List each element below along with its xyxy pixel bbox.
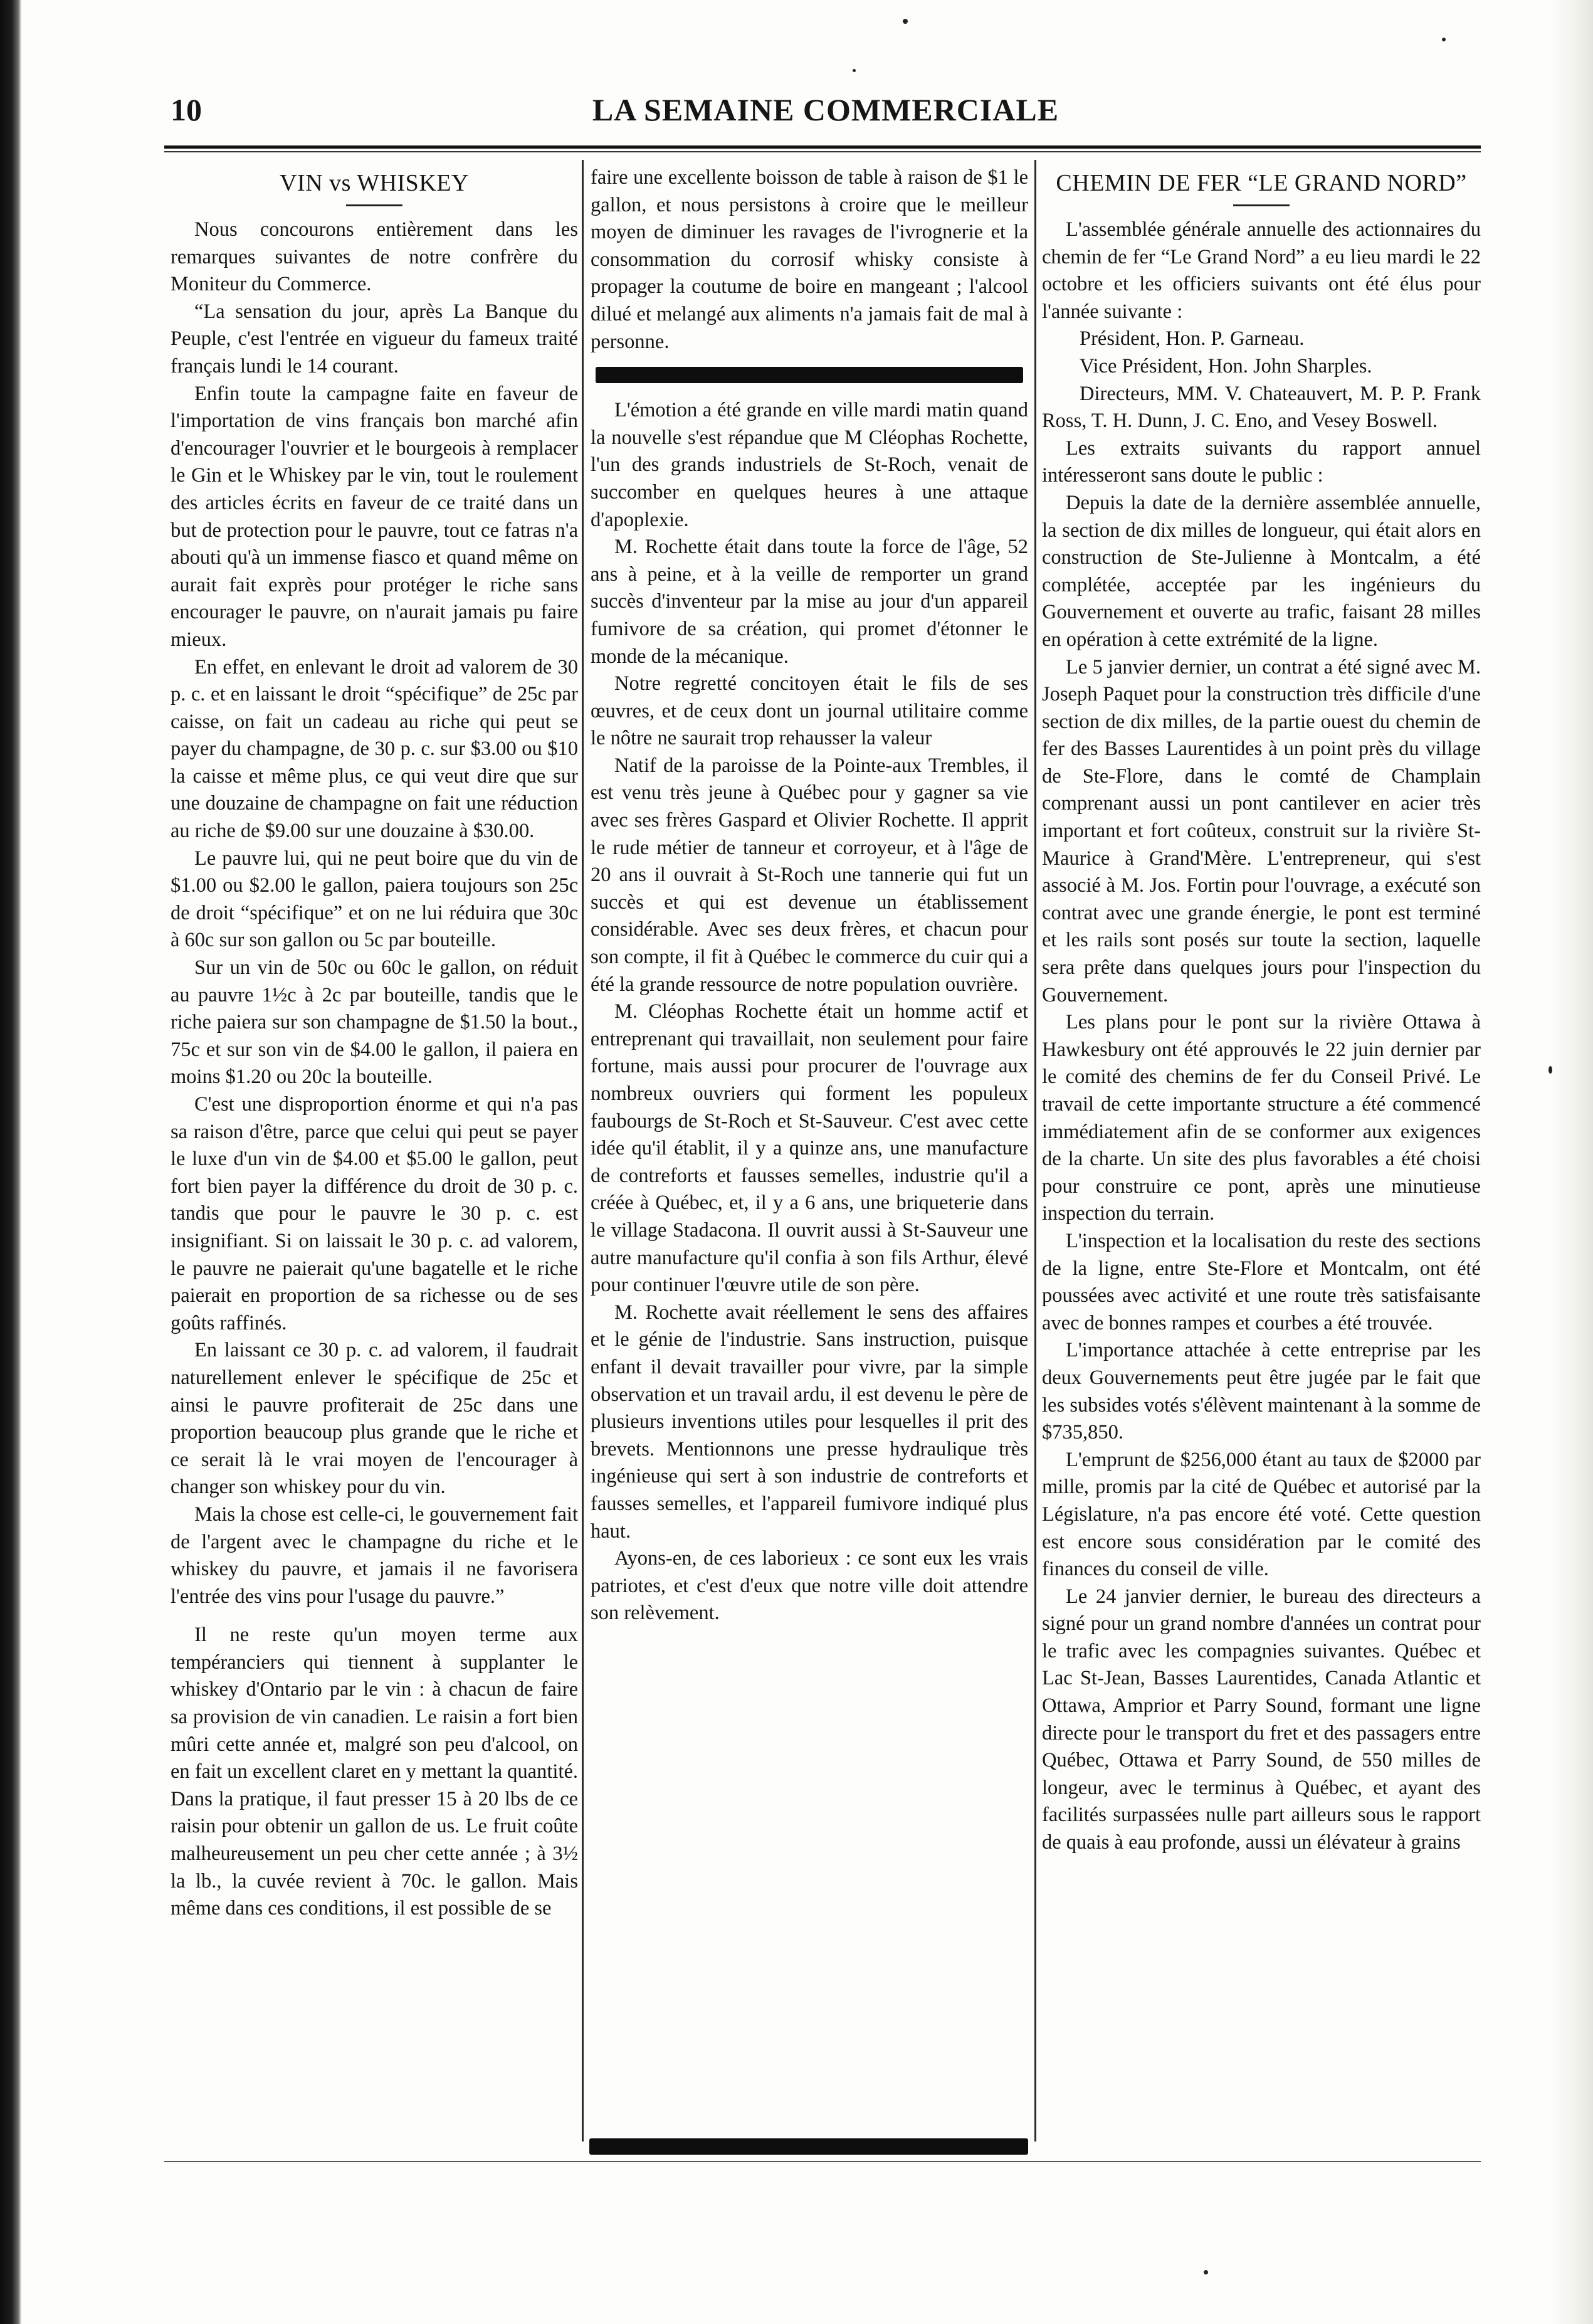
section-separator-bar xyxy=(589,2138,1028,2155)
scan-speck xyxy=(853,69,856,72)
paragraph: M. Cléophas Rochette était un homme actif et entreprenant qui travaillait, non seulement pour faire fortune, mais aussi pour procurer de l'ouvrage aux nombreux ouvriers qui forment les populeux faubourgs de St-Roch et St-Sauveur. C'est avec cette idée qu'il établit, il y a quinze ans, une manufacture de contreforts et fausses semelles, industrie qu'il a créée à Québec, et, il y a 6 ans, une briqueterie dans le village Stadacona. Il ouvrit aussi à St-Sauveur une autre manufacture qu'il confia à son fils Arthur, élevé pour continuer l'œuvre utile de son père. xyxy=(591,1000,1028,1297)
paragraph: M. Rochette avait réellement le sens des affaires et le génie de l'industrie. Sans instruction, puisque enfant il devait travailler pour vivre, par la simple observation et un travail ardu, il est devenu le père de plusieurs inventions utiles pour lesquelles il prit des brevets. Mentionnons une presse hydraulique très ingénieuse qui sert à son industrie de contreforts et fausses semelles, et l'appareil fumivore indiqué plus haut. xyxy=(591,1301,1028,1543)
officer-line: Vice Président, Hon. John Sharples. xyxy=(1080,354,1372,378)
paragraph: Nous concourons entièrement dans les remarques suivantes de notre confrère du Moniteur du Commerce. xyxy=(171,218,578,296)
article-heading: VIN vs WHISKEY xyxy=(280,170,469,196)
masthead-title: LA SEMAINE COMMERCIALE xyxy=(592,92,1059,127)
paragraph-continued: faire une excellente boisson de table à raison de $1 le gallon, et nous persistons à croire que le meilleur moyen de diminuer les ravages de l'ivrognerie et la consommation du corrosif whisky consiste à propager la coutume de boire en mangeant ; l'alcool dilué et melangé aux aliments n'a jamais fait de mal à personne. xyxy=(591,166,1028,353)
paragraph: Le pauvre lui, qui ne peut boire que du vin de $1.00 ou $2.00 le gallon, paiera toujours son 25c de droit “spécifique” et on ne lui réduira que 30c à 60c sur son gallon ou 5c par bouteille. xyxy=(171,847,578,952)
paragraph: Le 5 janvier dernier, un contrat a été signé avec M. Joseph Paquet pour la construction très difficile d'une section de dix milles, de la partie ouest du chemin de fer des Basses Laurentides à un point près du village de Ste-Flore, dans le comté de Champlain comprenant aussi un pont cantilever en acier très important et fort coûteux, construit sur la rivière St-Maurice à Grand'Mère. L'entrepreneur, qui s'est associé à M. Jos. Fortin pour l'ouvrage, a exécuté son contrat avec une grande énergie, le pont est terminé et les rails sont posés sur toute la section, laquelle sera prête dans quelques jours pour l'inspection du Gouvernement. xyxy=(1042,655,1481,1006)
officer-line: Président, Hon. P. Garneau. xyxy=(1080,327,1305,351)
paragraph: L'émotion a été grande en ville mardi matin quand la nouvelle s'est répandue que M Cléophas Rochette, l'un des grands industriels de St-Roch, venait de succomber en quelques heures à une attaque d'apoplexie. xyxy=(591,399,1028,531)
scan-speck xyxy=(1204,2270,1208,2274)
article-heading: CHEMIN DE FER “LE GRAND NORD” xyxy=(1056,170,1467,196)
scan-speck xyxy=(903,19,908,24)
paragraph: En effet, en enlevant le droit ad valorem de 30 p. c. et en laissant le droit “spécifique” de 25c par caisse, on fait un cadeau au riche qui peut se payer du champagne, de 30 p. c. sur $3.00 ou $10 la caisse et même plus, ce qui veut dire que sur une douzaine de champagne on fait une réduction au riche de $9.00 sur une douzaine à $30.00. xyxy=(171,655,578,843)
paragraph: M. Rochette était dans toute la force de l'âge, 52 ans à peine, et à la veille de remporter un grand succès d'inventeur par la mise au jour d'un appareil fumivore de sa création, qui promet d'étonner le monde de la mécanique. xyxy=(591,536,1028,668)
section-separator-bar xyxy=(596,367,1023,383)
column-divider xyxy=(582,160,584,2142)
officer-line: Directeurs, MM. V. Chateauvert, M. P. P. Frank Ross, T. H. Dunn, J. C. Eno, and Vesey Boswell. xyxy=(1042,382,1481,433)
officers-list xyxy=(1042,325,1481,435)
article-chemin-de-fer xyxy=(1042,164,1481,2133)
paragraph: Les extraits suivants du rapport annuel intéresseront sans doute le public : xyxy=(1042,436,1481,487)
paragraph: Notre regretté concitoyen était le fils de ses œuvres, et de ceux dont un journal utilitaire comme le nôtre ne saurait trop rehausser la valeur xyxy=(591,672,1028,750)
paragraph: Sur un vin de 50c ou 60c le gallon, on réduit au pauvre 1½c à 2c par bouteille, tandis que le riche paiera sur son champagne de $1.50 la bout., 75c et sur son vin de $4.00 le gallon, il paiera en moins $1.20 ou 20c la bouteille. xyxy=(171,956,578,1089)
column-divider xyxy=(1034,160,1036,2142)
paragraph: L'assemblée générale annuelle des actionnaires du chemin de fer “Le Grand Nord” a eu lieu mardi le 22 octobre et les officiers suivants ont été élus pour l'année suivante : xyxy=(1042,218,1481,323)
scan-speck xyxy=(1442,38,1446,41)
heading-dash xyxy=(346,204,402,206)
footer-rule xyxy=(164,2161,1481,2162)
paragraph: L'inspection et la localisation du reste des sections de la ligne, entre Ste-Flore et Montcalm, ont été poussées avec activité et une route très satisfaisante avec de bonnes rampes et courbes a été trouvée. xyxy=(1042,1229,1481,1334)
paragraph: L'emprunt de $256,000 étant au taux de $2000 par mille, promis par la cité de Québec et autorisé par la Législature, n'a pas encore été voté. Cette question est encore sous considération par le comité des finances du conseil de ville. xyxy=(1042,1448,1481,1581)
paragraph: C'est une disproportion énorme et qui n'a pas sa raison d'être, parce que celui qui peut se payer le luxe d'un vin de $4.00 et $5.00 le gallon, peut fort bien payer la différence du droit de 30 p. c. tandis que pour le pauvre le 30 p. c. est insignifiant. Si on laissait le 30 p. c. ad valorem, le pauvre ne paierait qu'une bagatelle et le riche paierait en proportion de sa richesse ou de ses goûts raffinés. xyxy=(171,1093,578,1334)
page-right-edge xyxy=(1549,0,1593,2324)
article-vin-vs-whiskey xyxy=(171,164,578,2133)
paragraph: Natif de la paroisse de la Pointe-aux Trembles, il est venu très jeune à Québec pour y gagner sa vie avec ses frères Gaspard et Olivier Rochette. Il apprit le rude métier de tanneur et corroyeur, et à l'âge de 20 ans il ouvrait à St-Roch une tannerie qui fut un succès et qui est devenue un établissement considérable. Avec ses deux frères, et chacun pour son compte, il fit à Québec le commerce du cuir qui a été la grande ressource de notre population ouvrière. xyxy=(591,754,1028,996)
paragraph: Ayons-en, de ces laborieux : ce sont eux les vrais patriotes, et c'est d'eux que notre ville doit attendre son relèvement. xyxy=(591,1547,1028,1625)
paragraph: Depuis la date de la dernière assemblée annuelle, la section de dix milles de longueur, qui était alors en construction de Ste-Julienne à Montcalm, a été complétée, acceptée par les ingénieurs du Gouvernement et ouverte au trafic, faisant 28 milles en opération à cette extrémité de la ligne. xyxy=(1042,491,1481,651)
paragraph: “La sensation du jour, après La Banque du Peuple, c'est l'entrée en vigueur du fameux traité français lundi le 14 courant. xyxy=(171,300,578,378)
paragraph: Le 24 janvier dernier, le bureau des directeurs a signé pour un grand nombre d'années un contrat pour le trafic avec les compagnies suivantes. Québec et Lac St-Jean, Basses Laurentides, Canada Atlantic et Ottawa, Amprior et Parry Sound, formant une ligne directe pour le transport du fret et des passagers entre Québec, Ottawa et Parry Sound, de 550 milles de longeur, avec le terminus à Québec, et ayant des facilités surpassées nulle part ailleurs sous le rapport de quais à eau profonde, aussi un élévateur à grains xyxy=(1042,1585,1481,1854)
paragraph: Les plans pour le pont sur la rivière Ottawa à Hawkesbury ont été approuvés le 22 juin dernier par le comité des chemins de fer du Conseil Privé. Le travail de cette importante structure a été commencé immédiatement afin de se conformer aux exigences de la charte. Un site des plus favorables a été choisi pour construire ce pont, après une minutieuse inspection du terrain. xyxy=(1042,1011,1481,1225)
paragraph: Enfin toute la campagne faite en faveur de l'importation de vins français bon marché afin d'encourager l'ouvrier et le bourgeois à remplacer le Gin et le Whiskey par le vin, tout le roulement des articles écrits en faveur de ce traité dans un but de protection pour le pauvre, tout ce fatras n'a abouti qu'à un immense fiasco et quand même on aurait fait exprès pour protéger le riche sans encourager le pauvre, on n'aurait jamais pu faire mieux. xyxy=(171,382,578,651)
header-rule-thin xyxy=(164,151,1481,152)
paragraph: En laissant ce 30 p. c. ad valorem, il faudrait naturellement enlever le spécifique de 25c et ainsi le pauvre profiterait de 25c dans une proportion beaucoup plus grande que le riche et ce serait là le vrai moyen de l'encourager à changer son whiskey pour du vin. xyxy=(171,1339,578,1499)
page-binding-edge xyxy=(0,0,21,2324)
page-number: 10 xyxy=(171,92,202,127)
page-header xyxy=(171,85,1481,142)
scan-speck xyxy=(1548,1066,1552,1074)
heading-dash xyxy=(1233,204,1290,206)
paragraph: Mais la chose est celle-ci, le gouvernement fait de l'argent avec le champagne du riche et le whiskey du pauvre, et jamais il ne favorisera l'entrée des vins pour l'usage du pauvre.” xyxy=(171,1503,578,1608)
paragraph: Il ne reste qu'un moyen terme aux tempéranciers qui tiennent à supplanter le whiskey d'Ontario par le vin : à chacun de faire sa provision de vin canadien. Le raisin a fort bien mûri cette année et, malgré son peu d'alcool, on en fait un excellent claret en y mettant la quantité. Dans la pratique, il faut presser 15 à 20 lbs de ce raisin pour obtenir un gallon de us. Le fruit coûte malheureusement un peu cher cette année ; à 3½ la lb., la cuvée revient à 70c. le gallon. Mais même dans ces conditions, il est possible de se xyxy=(171,1624,578,1920)
header-rule xyxy=(164,145,1481,149)
paragraph: L'importance attachée à cette entreprise par les deux Gouvernements peut être jugée par le fait que les subsides votés s'élèvent maintenant à la somme de $735,850. xyxy=(1042,1339,1481,1444)
article-column-two xyxy=(591,164,1028,2133)
